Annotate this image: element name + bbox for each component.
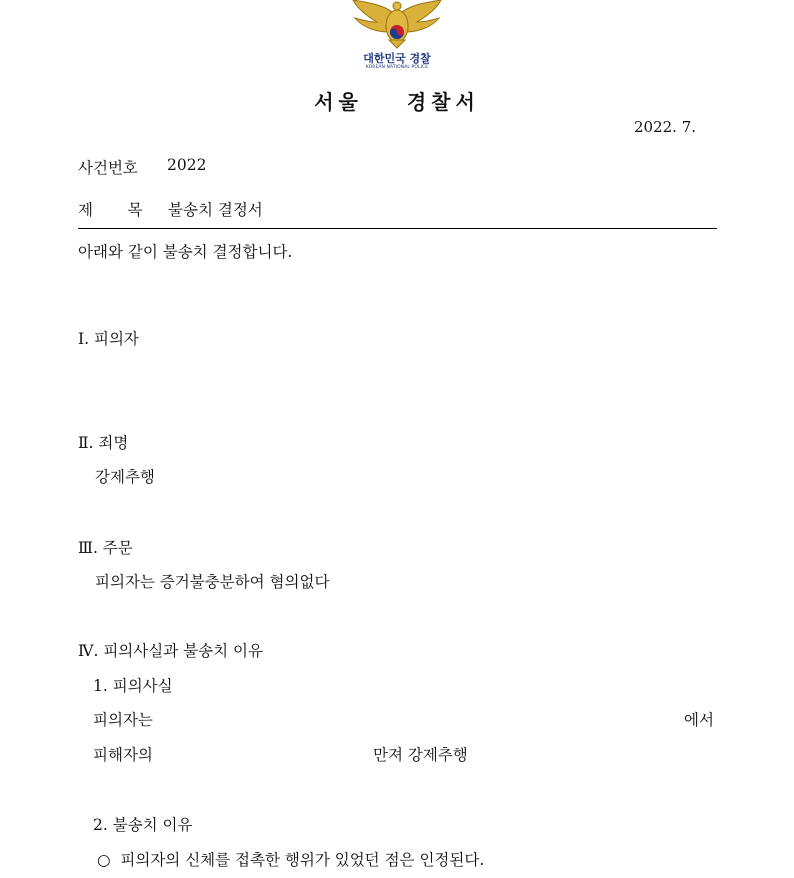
section-3-body: 피의자는 증거불충분하여 혐의없다 bbox=[95, 573, 330, 591]
subject-label: 제 목 bbox=[78, 201, 143, 219]
agency-name-ko: 대한민국 경찰 bbox=[363, 52, 431, 65]
police-emblem-icon bbox=[347, 0, 447, 50]
section-1-heading: Ⅰ. 피의자 bbox=[78, 330, 139, 348]
section-2-body: 강제추행 bbox=[95, 468, 155, 486]
case-number-value: 2022 bbox=[167, 156, 207, 174]
section-4-sub1: 1. 피의사실 bbox=[93, 677, 173, 695]
document-date: 2022. 7. bbox=[634, 118, 697, 136]
section-4-line2-right: 만져 강제추행 bbox=[373, 746, 468, 764]
document-title bbox=[0, 86, 794, 115]
agency-name-en: KOREAN NATIONAL POLICE bbox=[365, 65, 429, 70]
case-number-label: 사건번호 bbox=[78, 159, 138, 177]
police-logo bbox=[347, 0, 447, 80]
section-4-bullet: ○ 피의자의 신체를 접촉한 행위가 있었던 점은 인정된다. bbox=[97, 851, 485, 869]
section-4-line1-right: 에서 bbox=[684, 711, 714, 729]
title-part2: 경찰서 bbox=[406, 90, 480, 114]
section-4-heading: Ⅳ. 피의사실과 불송치 이유 bbox=[78, 642, 263, 660]
section-4-line2-left: 피해자의 bbox=[93, 746, 153, 764]
section-2-heading: Ⅱ. 죄명 bbox=[78, 434, 129, 452]
section-3-heading: Ⅲ. 주문 bbox=[78, 539, 133, 557]
section-4-sub2: 2. 불송치 이유 bbox=[93, 816, 193, 834]
intro-text: 아래와 같이 불송치 결정합니다. bbox=[78, 243, 293, 261]
header-divider bbox=[78, 228, 717, 229]
subject-value: 불송치 결정서 bbox=[168, 201, 263, 219]
section-4-line1-left: 피의자는 bbox=[93, 711, 153, 729]
title-part1: 서울 bbox=[314, 90, 363, 114]
